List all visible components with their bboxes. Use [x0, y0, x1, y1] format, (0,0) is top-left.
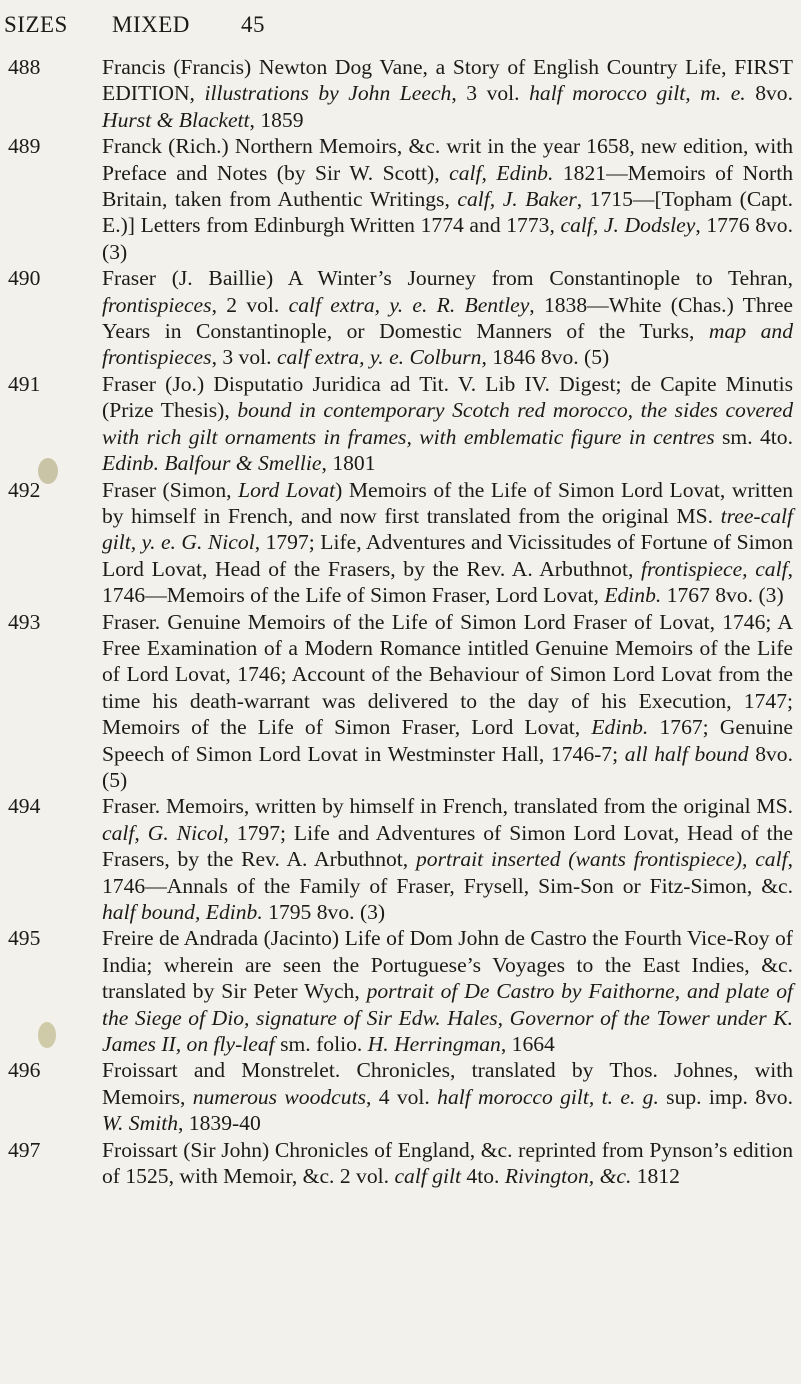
catalogue-entry — [0, 1057, 801, 1136]
entry-text-run: 8vo. — [745, 81, 793, 106]
page-number: 45 — [241, 12, 265, 37]
entry-text-run: , 1797; Life and Adventures of Simon Lord Lovat, Head of the Frasers, by the Rev. A. Arbuthnot, — [102, 820, 793, 872]
entry-text-run: , 1846 8vo. (5) — [481, 345, 610, 370]
entry-text-run: Franck (Rich.) Northern Memoirs, &c. writ in the year 1658, new edition, with Preface and Notes (by Sir W. Scott), — [102, 134, 793, 185]
entry-text-run: , 2 vol. — [211, 292, 289, 317]
entry-text-run: , 4 vol. — [365, 1084, 438, 1109]
entry-text-run: Fraser (Simon, — [102, 477, 239, 502]
entry-text-run: sm. 4to. — [714, 424, 793, 449]
lot-number: 494 — [8, 794, 41, 819]
entry-text-run: Lord Lovat — [238, 477, 336, 502]
entry-text-run: 1767; Genuine Speech of Simon Lord Lovat in Westminster Hall, 1746-7; — [102, 715, 793, 766]
entry-text-run: , — [189, 81, 205, 106]
entry-text-run: Froissart (Sir John) Chronicles of England, &c. reprinted from Pynson’s edition of 1525, with Memoir, &c. 2 vol. — [102, 1137, 793, 1189]
entry-text-run: calf, J. Baker — [457, 187, 577, 212]
lot-number: 495 — [8, 926, 41, 951]
entry-text-run: half bound, Edinb. — [102, 900, 263, 924]
entry-text-run: Edinb. Balfour & Smellie — [102, 451, 322, 476]
catalogue-entry — [0, 371, 801, 477]
entry-text — [102, 372, 793, 475]
entry-text-run: Rivington, &c. — [504, 1164, 632, 1189]
catalogue-entry — [0, 54, 801, 133]
entry-text-run: , 1715—[Topham (Capt. E.)] Letters from Edinburgh Written 1774 and 1773, — [102, 187, 794, 238]
entry-text-run: Edinb. — [591, 715, 649, 740]
entry-text-run: calf gilt — [394, 1164, 462, 1189]
entry-text-run: Fraser. Genuine Memoirs of the Life of Simon Lord Fraser of Lovat, 1746; A Free Examination of a Modern Romance intitled Genuine Memoirs of the Life of Lord Lovat, 1746; Account of the Behaviour of Simon Lord Lovat from the time his death-warrant was delivered to the day of his Execution, 1747; Memoirs of the Life of Simon Fraser, Lord Lovat, — [102, 609, 793, 740]
entry-text-run: , 3 vol. — [211, 345, 277, 370]
entry-text-run: 8vo. (5) — [102, 741, 794, 792]
catalogue-entry — [0, 609, 801, 794]
entry-text — [102, 1138, 793, 1188]
entry-text-run: , 1797; Life, Adventures and Vicissitudes of Fortune of Simon Lord Lovat, Head of the Frasers, by the Rev. A. Arbuthnot, — [102, 530, 793, 581]
entry-text-run: calf, J. Dodsley — [560, 213, 696, 238]
entry-text-run: calf, Edinb. — [449, 160, 554, 185]
entry-text-run: Fraser (Jo.) Disputatio Juridica ad Tit. V. Lib IV. Digest; de Capite Minutis (Prize Thesis), — [102, 371, 793, 423]
entry-text-run: Edinb. — [604, 583, 662, 608]
entry-text — [102, 478, 793, 608]
entry-text — [102, 266, 793, 369]
lot-number: 492 — [8, 477, 41, 502]
entry-text — [102, 134, 793, 264]
catalogue-entries — [0, 54, 801, 1189]
lot-number: 488 — [8, 55, 41, 79]
entry-text-run: all half bound — [624, 741, 749, 766]
entry-text — [102, 926, 793, 1056]
entry-text-run: calf extra, y. e. Colburn — [276, 345, 482, 370]
entry-text-run: , 1801 — [321, 451, 376, 476]
entry-text-run: 1795 8vo. (3) — [262, 900, 386, 924]
catalogue-entry — [0, 133, 801, 265]
entry-text-run: 1821—Memoirs of North Britain, taken from Authentic Writings, — [102, 160, 793, 212]
catalogue-entry — [0, 477, 801, 609]
entry-text-run: calf extra, y. e. R. Bentley — [288, 292, 530, 317]
entry-text-run: FIRST EDITION — [102, 55, 793, 106]
lot-number: 489 — [8, 134, 41, 159]
entry-text — [102, 55, 793, 132]
subsection-heading: MIXED — [112, 12, 190, 37]
entry-text-run: 1767 8vo. (3) — [661, 583, 784, 608]
entry-text-run: 1812 — [631, 1164, 680, 1189]
lot-number: 497 — [8, 1137, 41, 1162]
entry-text-run: numerous woodcuts — [192, 1084, 366, 1109]
lot-number: 496 — [8, 1058, 41, 1083]
entry-text-run: , 3 vol. — [451, 81, 530, 106]
entry-text-run: frontispieces — [102, 292, 212, 317]
entry-text-run: bound in contemporary Scotch red morocco, the sides covered with rich gilt ornaments in frames, with emblematic figure in centres — [102, 398, 794, 449]
entry-text-run: , 1859 — [249, 107, 304, 132]
page-header — [0, 12, 801, 48]
entry-text-run: Freire de Andrada (Jacinto) Life of Dom John de Castro the Fourth Vice-Roy of India; wherein are seen the Portuguese’s Voyages to the East Indies, &c. translated by Sir Peter Wych, — [102, 926, 793, 1004]
entry-text-run: Francis (Francis) Newton Dog Vane, a Story of English Country Life, — [102, 55, 735, 79]
entry-text-run: sm. folio. — [274, 1032, 368, 1057]
entry-text-run: Hurst & Blackett — [102, 107, 250, 132]
entry-text-run: ) Memoirs of the Life of Simon Lord Lovat, written by himself in French, and now first translated from the original MS. — [102, 477, 794, 528]
entry-text-run: map and frontispieces — [102, 319, 793, 370]
entry-text-run: calf, G. Nicol — [102, 820, 224, 845]
entry-text — [102, 1058, 793, 1135]
lot-number: 491 — [8, 371, 41, 396]
entry-text-run: W. Smith — [102, 1111, 178, 1136]
entry-text-run: Fraser. Memoirs, written by himself in French, translated from the original MS. — [102, 794, 793, 819]
catalogue-entry — [0, 265, 801, 371]
entry-text-run: Froissart and Monstrelet. Chronicles, translated by Thos. Johnes, with Memoirs, — [102, 1058, 793, 1109]
catalogue-entry — [0, 793, 801, 925]
entry-text-run: 4to. — [461, 1164, 505, 1189]
entry-text — [102, 794, 793, 924]
entry-text-run: , 1746—Memoirs of the Life of Simon Fraser, Lord Lovat, — [102, 556, 793, 608]
entry-text-run: tree-calf gilt, y. e. G. Nicol — [102, 503, 793, 555]
entry-text-run: , 1746—Annals of the Family of Fraser, Frysell, Sim-Son or Fitz-Simon, &c. — [102, 847, 793, 898]
entry-text-run: , 1839-40 — [178, 1111, 261, 1136]
entry-text-run: , 1838—White (Chas.) Three Years in Constantinople, or Domestic Manners of the Turks, — [102, 292, 793, 344]
entry-text-run: Fraser (J. Baillie) A Winter’s Journey from Constantinople to Tehran, — [102, 266, 793, 291]
entry-text-run: H. Herringman — [367, 1032, 501, 1057]
catalogue-entry — [0, 925, 801, 1057]
lot-number: 493 — [8, 609, 41, 634]
entry-text-run: sup. imp. 8vo. — [658, 1084, 793, 1109]
catalogue-entry — [0, 1137, 801, 1190]
entry-text-run: half morocco gilt, t. e. g. — [437, 1084, 659, 1109]
entry-text-run: , 1776 8vo. (3) — [102, 213, 793, 264]
entry-text-run: portrait inserted (wants frontispiece), calf — [415, 847, 788, 872]
entry-text-run: illustrations by John Leech — [204, 81, 452, 106]
entry-text-run: frontispiece, calf — [641, 556, 788, 581]
section-heading: SIZES — [4, 12, 68, 37]
lot-number: 490 — [8, 266, 41, 291]
entry-text-run: , 1664 — [500, 1032, 555, 1057]
entry-text — [102, 610, 793, 792]
entry-text-run: portrait of De Castro by Faithorne, and plate of the Siege of Dio, signature of Sir Edw. Hales, Governor of the Tower under K. James II, on fly-leaf — [102, 979, 793, 1057]
entry-text-run: half morocco gilt, m. e. — [529, 81, 746, 106]
